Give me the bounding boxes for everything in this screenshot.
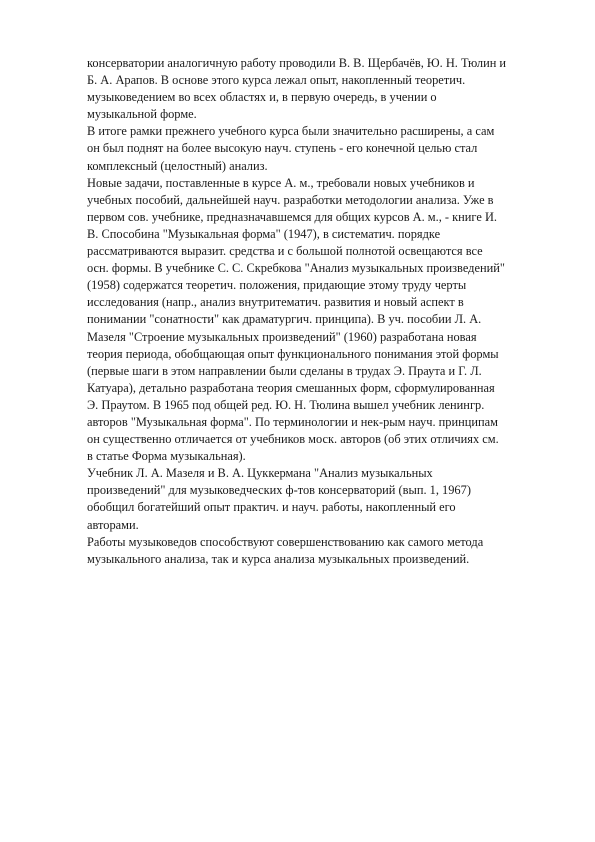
- text-line: Б. А. Арапов. В основе этого курса лежал опыт, накопленный теоретич.: [87, 73, 466, 88]
- body-text: [87, 55, 565, 568]
- text-line: авторами.: [87, 517, 139, 532]
- paragraph-4: [87, 465, 565, 533]
- text-line: авторов "Музыкальная форма". По терминологии и нек-рым науч. принципам: [87, 414, 498, 429]
- paragraph-5: [87, 534, 565, 568]
- paragraph-2: [87, 123, 565, 174]
- text-line: Учебник Л. А. Мазеля и В. А. Цуккермана "Анализ музыкальных: [87, 466, 433, 481]
- text-line: осн. формы. В учебнике С. С. Скребкова "Анализ музыкальных произведений": [87, 261, 505, 276]
- text-line: понимании "сонатности" как драматургич. принципа). В уч. пособии Л. А.: [87, 312, 482, 327]
- text-line: музыковедением во всех областях и, в первую очередь, в учении о: [87, 90, 437, 105]
- text-line: произведений" для музыковедческих ф-тов консерваторий (вып. 1, 1967): [87, 483, 471, 498]
- text-line: первом сов. учебнике, предназначавшемся для общих курсов А. м., - книге И.: [87, 209, 497, 224]
- text-line: (первые шаги в этом направлении были сделаны в трудах Э. Праута и Г. Л.: [87, 363, 482, 378]
- text-line: В. Способина "Музыкальная форма" (1947), в систематич. порядке: [87, 226, 441, 241]
- text-line: он существенно отличается от учебников моск. авторов (об этих отличиях см.: [87, 432, 499, 447]
- text-line: в статье Форма музыкальная).: [87, 449, 246, 464]
- text-line: Катуара), детально разработана теория смешанных форм, сформулированная: [87, 380, 495, 395]
- text-line: Работы музыковедов способствуют совершенствованию как самого метода: [87, 534, 484, 549]
- text-line: консерватории аналогичную работу проводили В. В. Щербачёв, Ю. Н. Тюлин и: [87, 56, 507, 70]
- text-line: учебных пособий, дальнейшей науч. разработки методологии анализа. Уже в: [87, 192, 494, 207]
- text-line: он был поднят на более высокую науч. ступень - его конечной целью стал: [87, 141, 478, 156]
- text-line: исследования (напр., анализ внутритематич. развития и новый аспект в: [87, 295, 464, 310]
- text-line: Мазеля "Строение музыкальных произведений" (1960) разработана новая: [87, 329, 477, 344]
- text-line: Э. Праутом. В 1965 под общей ред. Ю. Н. Тюлина вышел учебник ленингр.: [87, 397, 485, 412]
- text-line: Новые задачи, поставленные в курсе А. м., требовали новых учебников и: [87, 175, 475, 190]
- text-line: рассматриваются выразит. средства и с большой полнотой освещаются все: [87, 244, 483, 259]
- text-line: теория периода, обобщающая опыт функционального понимания этой формы: [87, 346, 499, 361]
- paragraph-1: [87, 55, 565, 123]
- text-line: музыкального анализа, так и курса анализа музыкальных произведений.: [87, 551, 470, 566]
- paragraph-3: [87, 175, 565, 466]
- text-line: обобщил богатейший опыт практич. и науч. работы, накопленный его: [87, 500, 456, 515]
- text-line: (1958) содержатся теоретич. положения, придающие этому труду черты: [87, 278, 467, 293]
- text-line: комплексный (целостный) анализ.: [87, 158, 268, 173]
- text-line: В итоге рамки прежнего учебного курса были значительно расширены, а сам: [87, 124, 495, 139]
- text-line: музыкальной форме.: [87, 107, 197, 122]
